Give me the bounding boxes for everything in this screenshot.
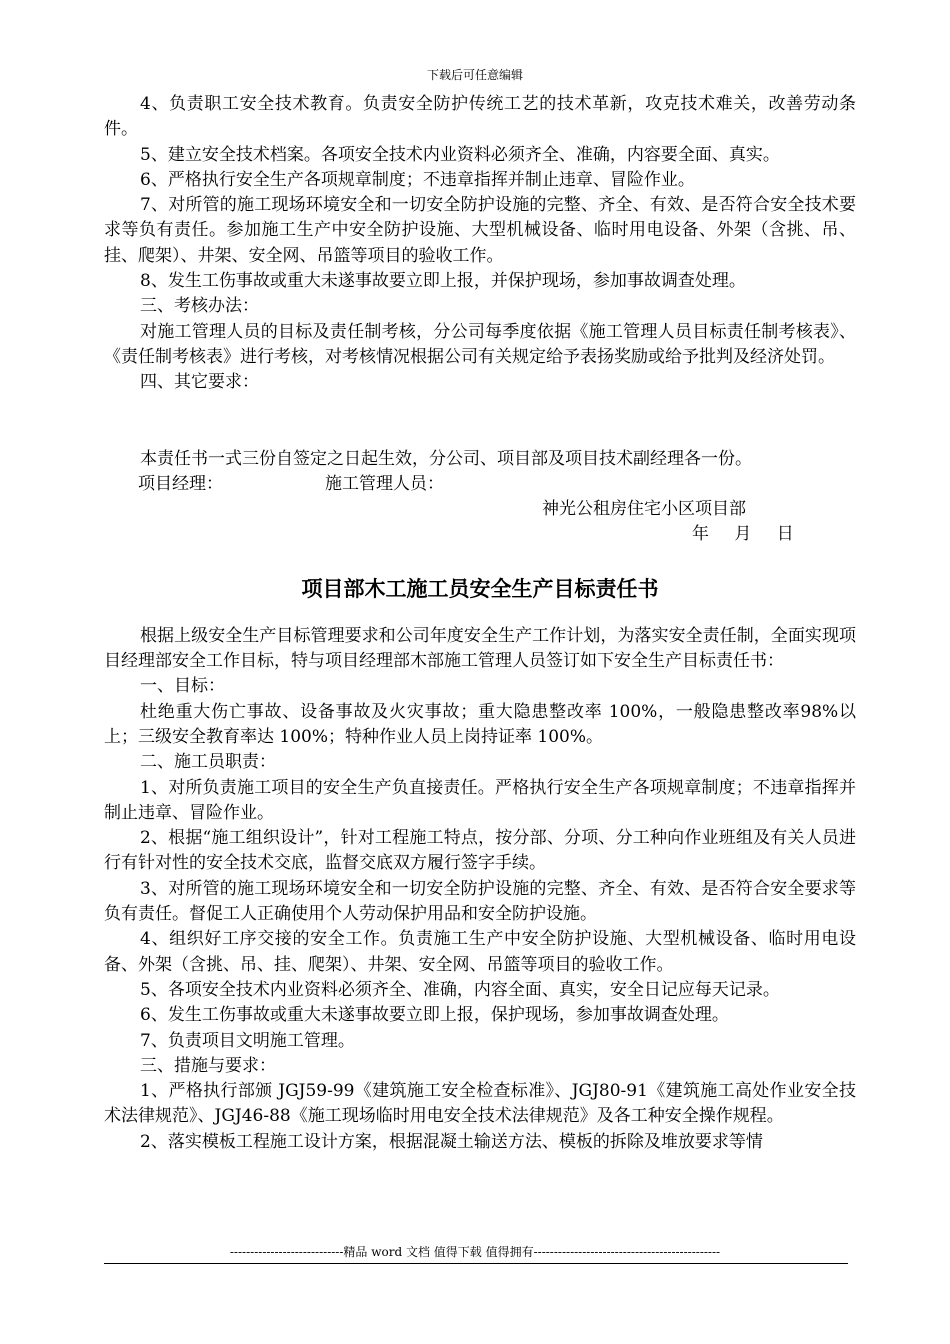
section-heading: 四、其它要求： — [140, 372, 259, 393]
section-heading: 二、施工员职责： — [140, 752, 276, 773]
paragraph: 7、对所管的施工现场环境安全和一切安全防护设施的完整、齐全、有效、是否符合安全技术要求等负有责任。参加施工生产中安全防护设施、大型机械设备、临时用电设备、外架（含挑、吊、挂、爬架）、井架、安全网、吊篮等项目的验收工作。 — [104, 195, 856, 266]
paragraph: 5、建立安全技术档案。各项安全技术内业资料必须齐全、准确，内容要全面、真实。 — [140, 144, 780, 165]
header-note: 下载后可任意编辑 — [426, 68, 523, 82]
construction-staff-label: 施工管理人员： — [325, 473, 444, 494]
document-title: 项目部木工施工员安全生产目标责任书 — [301, 576, 659, 601]
signature-line — [104, 472, 856, 497]
section-heading: 一、目标： — [140, 676, 225, 697]
paragraph: 7、负责项目文明施工管理。 — [140, 1030, 355, 1051]
paragraph: 5、各项安全技术内业资料必须齐全、准确，内容全面、真实，安全日记应每天记录。 — [140, 979, 780, 1000]
paragraph: 根据上级安全生产目标管理要求和公司年度安全生产工作计划，为落实安全责任制，全面实现项目经理部安全工作目标，特与项目经理部木部施工管理人员签订如下安全生产目标责任书： — [104, 625, 856, 672]
project-manager-label: 项目经理： — [138, 473, 223, 494]
paragraph: 8、发生工伤事故或重大未遂事故要立即上报，并保护现场，参加事故调查处理。 — [140, 271, 746, 292]
section-heading: 三、措施与要求： — [140, 1055, 276, 1076]
paragraph: 对施工管理人员的目标及责任制考核，分公司每季度依据《施工管理人员目标责任制考核表》、《责任制考核表》进行考核，对考核情况根据公司有关规定给予表扬奖励或给予批判及经济处罚。 — [104, 321, 856, 367]
paragraph: 4、组织好工序交接的安全工作。负责施工生产中安全防护设施、大型机械设备、临时用电设备、外架（含挑、吊、挂、爬架）、井架、安全网、吊篮等项目的验收工作。 — [104, 929, 856, 975]
paragraph: 杜绝重大伤亡事故、设备事故及火灾事故；重大隐患整改率 100%，一般隐患整改率98%以上；三级安全教育率达 100%；特种作业人员上岗持证率 100%。 — [104, 701, 856, 747]
validity-statement: 本责任书一式三份自签定之日起生效，分公司、项目部及项目技术副经理各一份。 — [140, 448, 752, 469]
document-body — [104, 92, 856, 1155]
paragraph: 1、对所负责施工项目的安全生产负直接责任。严格执行安全生产各项规章制度；不违章指挥并制止违章、冒险作业。 — [104, 777, 856, 823]
paragraph: 2、落实模板工程施工设计方案，根据混凝土输送方法、模板的拆除及堆放要求等情 — [140, 1131, 763, 1152]
organization-name: 神光公租房住宅小区项目部 — [542, 499, 746, 520]
paragraph: 6、严格执行安全生产各项规章制度；不违章指挥并制止违章、冒险作业。 — [140, 169, 695, 190]
date-line: 年 月 日 — [692, 524, 804, 545]
paragraph: 4、负责职工安全技术教育。负责安全防护传统工艺的技术革新，攻克技术难关，改善劳动条件。 — [104, 94, 856, 140]
footer-divider — [104, 1263, 848, 1264]
footer-text: ----------------------------精品 word 文档 值得下载 值得拥有---------------------------------------------- — [229, 1245, 721, 1259]
paragraph: 6、发生工伤事故或重大未遂事故要立即上报，保护现场，参加事故调查处理。 — [140, 1005, 729, 1026]
paragraph: 1、严格执行部颁 JGJ59-99《建筑施工安全检查标准》、JGJ80-91《建筑施工高处作业安全技术法律规范》、JGJ46-88《施工现场临时用电安全技术法律规范》及各工种安全操作规程。 — [104, 1081, 856, 1127]
paragraph: 2、根据“施工组织设计”，针对工程施工特点，按分部、分项、分工种向作业班组及有关人员进行有针对性的安全技术交底，监督交底双方履行签字手续。 — [104, 828, 856, 874]
section-heading: 三、考核办法： — [140, 296, 259, 317]
paragraph: 3、对所管的施工现场环境安全和一切安全防护设施的完整、齐全、有效、是否符合安全要求等负有责任。督促工人正确使用个人劳动保护用品和安全防护设施。 — [104, 878, 856, 925]
blank-space — [104, 396, 856, 447]
